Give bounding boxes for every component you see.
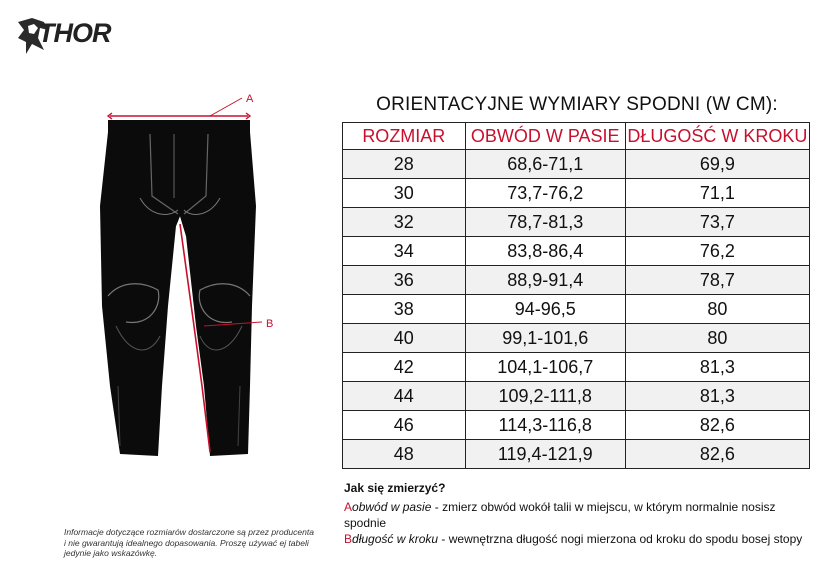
cell-waist: 68,6-71,1: [465, 150, 625, 179]
table-row: [343, 150, 810, 179]
cell-inseam: 76,2: [625, 237, 809, 266]
how-to-measure: [344, 480, 804, 547]
table-row: [343, 353, 810, 382]
table-row: [343, 266, 810, 295]
table-row: [343, 324, 810, 353]
cell-waist: 88,9-91,4: [465, 266, 625, 295]
cell-inseam: 80: [625, 295, 809, 324]
cell-waist: 114,3-116,8: [465, 411, 625, 440]
instruction-a-letter: A: [344, 500, 353, 514]
table-row: [343, 382, 810, 411]
cell-waist: 99,1-101,6: [465, 324, 625, 353]
instruction-a-text: - zmierz obwód wokół talii w miejscu, w którym normalnie nosisz spodnie: [344, 500, 776, 530]
table-row: [343, 440, 810, 469]
cell-waist: 73,7-76,2: [465, 179, 625, 208]
table-header-row: [343, 123, 810, 150]
cell-size: 44: [343, 382, 466, 411]
cell-inseam: 80: [625, 324, 809, 353]
cell-size: 28: [343, 150, 466, 179]
cell-waist: 104,1-106,7: [465, 353, 625, 382]
cell-inseam: 81,3: [625, 382, 809, 411]
cell-inseam: 81,3: [625, 353, 809, 382]
cell-waist: 119,4-121,9: [465, 440, 625, 469]
disclaimer-note: Informacje dotyczące rozmiarów dostarczone są przez producenta i nie gwarantują idealnego dopasowania. Proszę używać ej tabeli jedynie jako wskazówkę.: [64, 527, 314, 558]
cell-inseam: 69,9: [625, 150, 809, 179]
cell-inseam: 82,6: [625, 440, 809, 469]
label-a: A: [246, 93, 254, 105]
table-row: [343, 295, 810, 324]
how-to-measure-heading: Jak się zmierzyć?: [344, 481, 446, 495]
cell-size: 34: [343, 237, 466, 266]
cell-size: 36: [343, 266, 466, 295]
cell-waist: 94-96,5: [465, 295, 625, 324]
cell-size: 32: [343, 208, 466, 237]
brand-name: THOR: [38, 18, 111, 48]
cell-waist: 83,8-86,4: [465, 237, 625, 266]
table-row: [343, 179, 810, 208]
cell-size: 38: [343, 295, 466, 324]
cell-inseam: 73,7: [625, 208, 809, 237]
instruction-a-term: obwód w pasie: [352, 500, 432, 514]
instruction-b-letter: B: [344, 532, 353, 546]
cell-size: 46: [343, 411, 466, 440]
cell-size: 30: [343, 179, 466, 208]
instruction-b: [344, 531, 804, 547]
cell-inseam: 82,6: [625, 411, 809, 440]
instruction-a: [344, 499, 804, 531]
header-size: ROZMIAR: [343, 123, 466, 150]
table-row: [343, 208, 810, 237]
cell-waist: 78,7-81,3: [465, 208, 625, 237]
pants-diagram: [80, 86, 300, 466]
cell-inseam: 71,1: [625, 179, 809, 208]
header-waist: OBWÓD W PASIE: [465, 123, 625, 150]
instruction-b-text: - wewnętrzna długość nogi mierzona od kroku do spodu bosej stopy: [438, 532, 803, 546]
label-b: B: [266, 318, 274, 330]
header-inseam: DŁUGOŚĆ W KROKU: [625, 123, 809, 150]
table-row: [343, 237, 810, 266]
size-chart-title: ORIENTACYJNE WYMIARY SPODNI (W CM):: [376, 94, 778, 115]
cell-inseam: 78,7: [625, 266, 809, 295]
cell-size: 42: [343, 353, 466, 382]
table-row: [343, 411, 810, 440]
cell-size: 40: [343, 324, 466, 353]
size-table: [342, 122, 810, 469]
instruction-b-term: długość w kroku: [352, 532, 439, 546]
cell-waist: 109,2-111,8: [465, 382, 625, 411]
cell-size: 48: [343, 440, 466, 469]
